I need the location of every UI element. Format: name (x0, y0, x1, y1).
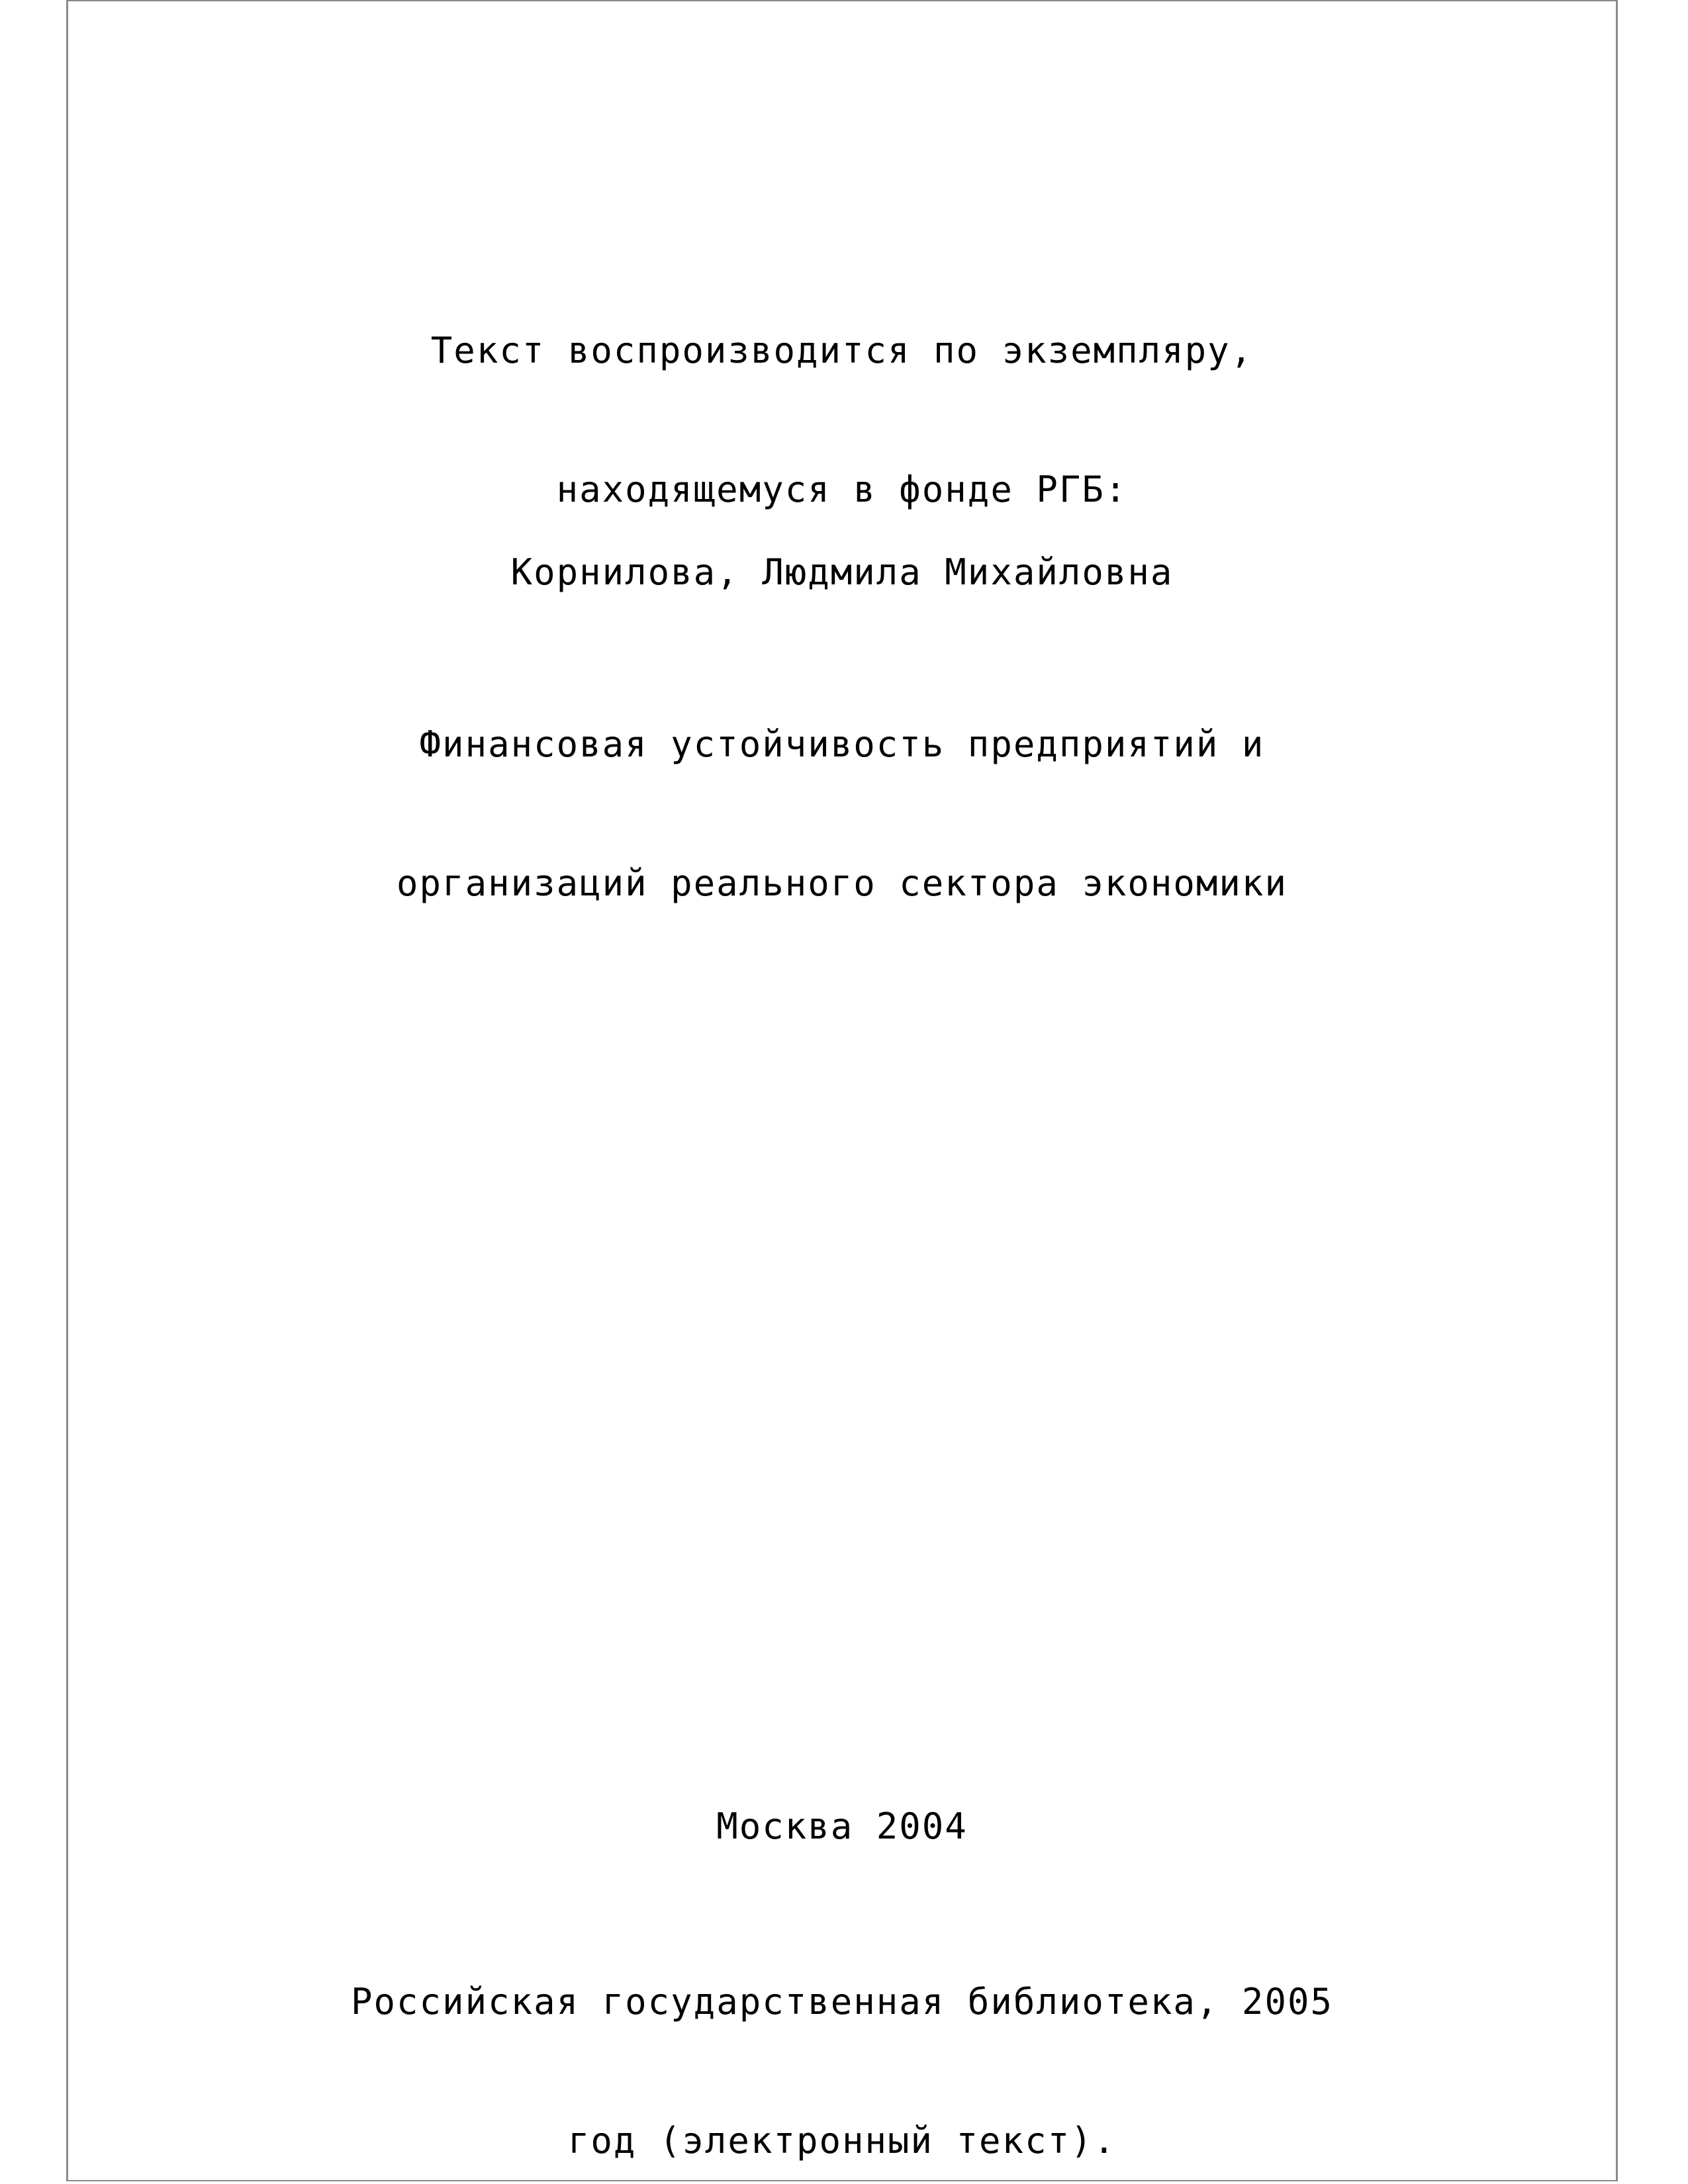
place-year-line: Москва 2004 (716, 1805, 968, 1847)
document-title (66, 629, 1618, 999)
title-line-2: организаций реального сектора экономики (397, 862, 1288, 904)
author-line: Корнилова, Людмила Михайловна (510, 551, 1174, 593)
notice-line-1: Текст воспроизводится по экземпляру, (430, 330, 1254, 371)
title-line-1: Финансовая устойчивость предприятий и (419, 723, 1265, 765)
notice-line-2: находящемуся в фонде РГБ: (556, 469, 1128, 510)
footer-line-2: год (электронный текст). (567, 2120, 1117, 2161)
library-footer (66, 1886, 1618, 2184)
footer-line-1: Российская государственная библиотека, 2005 (351, 1981, 1333, 2023)
